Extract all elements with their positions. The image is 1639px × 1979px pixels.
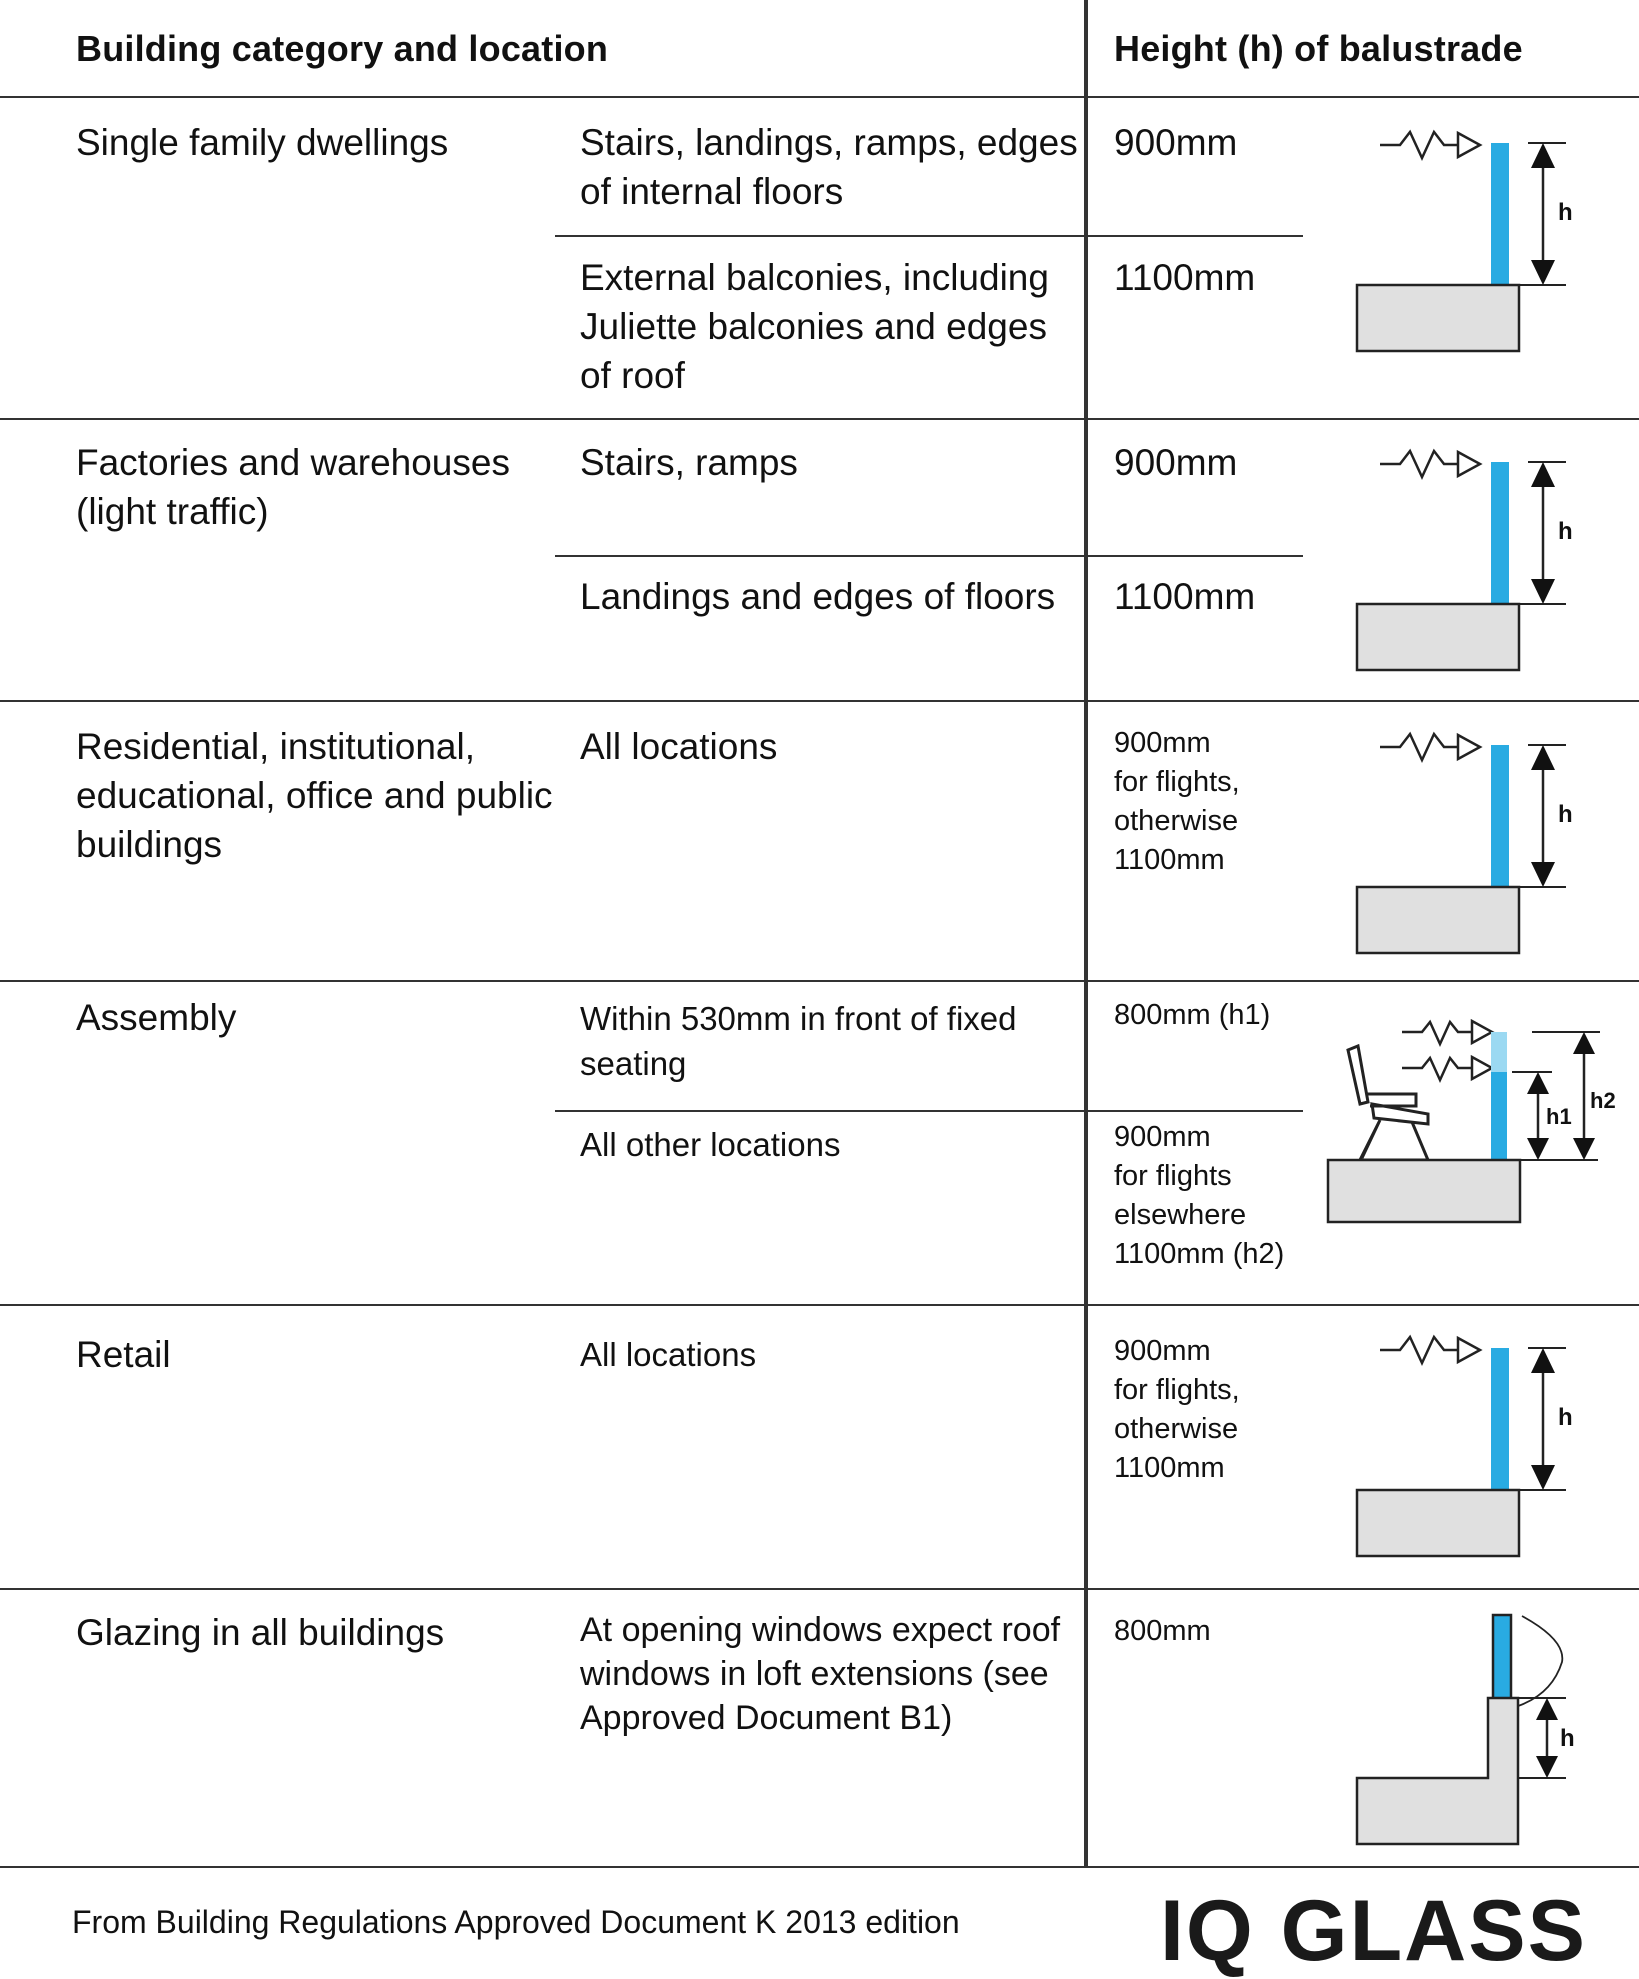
row-height: 900mm bbox=[1114, 122, 1238, 163]
height-label: h bbox=[1558, 518, 1573, 545]
row-divider bbox=[0, 700, 1639, 702]
balustrade-diagram bbox=[1340, 1333, 1600, 1563]
height-label: h bbox=[1560, 1725, 1575, 1752]
row-location: Stairs, landings, ramps, edges of internal floors bbox=[580, 122, 1078, 212]
h1-label: h1 bbox=[1546, 1104, 1572, 1129]
header-height: Height (h) of balustrade bbox=[1114, 28, 1523, 69]
row-divider bbox=[0, 418, 1639, 420]
sub-row-divider bbox=[555, 1110, 1303, 1112]
window-sill-diagram bbox=[1340, 1610, 1600, 1850]
column-divider bbox=[1084, 0, 1088, 1866]
row-divider bbox=[0, 1304, 1639, 1306]
sub-row-divider bbox=[555, 235, 1303, 237]
row-location: All locations bbox=[580, 1336, 757, 1373]
row-height: 900mm for flights, otherwise 1100mm bbox=[1114, 727, 1240, 876]
sub-row-divider bbox=[555, 555, 1303, 557]
row-location: All other locations bbox=[580, 1126, 841, 1163]
balustrade-diagram bbox=[1340, 447, 1600, 677]
row-category: Single family dwellings bbox=[76, 122, 449, 163]
source-note: From Building Regulations Approved Document K 2013 edition bbox=[72, 1904, 960, 1940]
row-location: At opening windows expect roof windows in loft extensions (see Approved Document B1) bbox=[580, 1611, 1061, 1737]
brand-logo: IQ GLASS bbox=[1160, 1883, 1587, 1979]
header-divider bbox=[0, 96, 1639, 98]
row-height: 900mm bbox=[1114, 442, 1238, 483]
row-height: 900mm for flights elsewhere 1100mm (h2) bbox=[1114, 1121, 1285, 1270]
row-category: Retail bbox=[76, 1334, 171, 1375]
header-category: Building category and location bbox=[76, 28, 609, 69]
h2-label: h2 bbox=[1590, 1088, 1616, 1113]
row-divider bbox=[0, 1588, 1639, 1590]
row-category: Assembly bbox=[76, 997, 237, 1038]
row-height: 800mm bbox=[1114, 1615, 1211, 1647]
seat-icon bbox=[1348, 1046, 1428, 1160]
row-height: 900mm for flights, otherwise 1100mm bbox=[1114, 1335, 1240, 1484]
height-label: h bbox=[1558, 199, 1573, 226]
height-label: h bbox=[1558, 1404, 1573, 1431]
height-label: h bbox=[1558, 801, 1573, 828]
balustrade-diagram bbox=[1340, 730, 1600, 960]
assembly-balustrade-diagram bbox=[1320, 1010, 1620, 1230]
row-location: Landings and edges of floors bbox=[580, 576, 1056, 617]
row-category: Glazing in all buildings bbox=[76, 1612, 445, 1653]
row-category: Residential, institutional, educational, office and public buildings bbox=[76, 726, 553, 865]
row-location: Within 530mm in front of fixed seating bbox=[580, 1000, 1017, 1082]
balustrade-diagram bbox=[1340, 128, 1600, 358]
row-height: 1100mm bbox=[1114, 257, 1256, 298]
row-height: 1100mm bbox=[1114, 576, 1256, 617]
row-category: Factories and warehouses (light traffic) bbox=[76, 442, 510, 532]
row-divider bbox=[0, 1866, 1639, 1868]
row-location: External balconies, including Juliette balconies and edges of roof bbox=[580, 257, 1049, 396]
row-divider bbox=[0, 980, 1639, 982]
row-location: Stairs, ramps bbox=[580, 442, 798, 483]
row-height: 800mm (h1) bbox=[1114, 999, 1271, 1031]
row-location: All locations bbox=[580, 726, 778, 767]
